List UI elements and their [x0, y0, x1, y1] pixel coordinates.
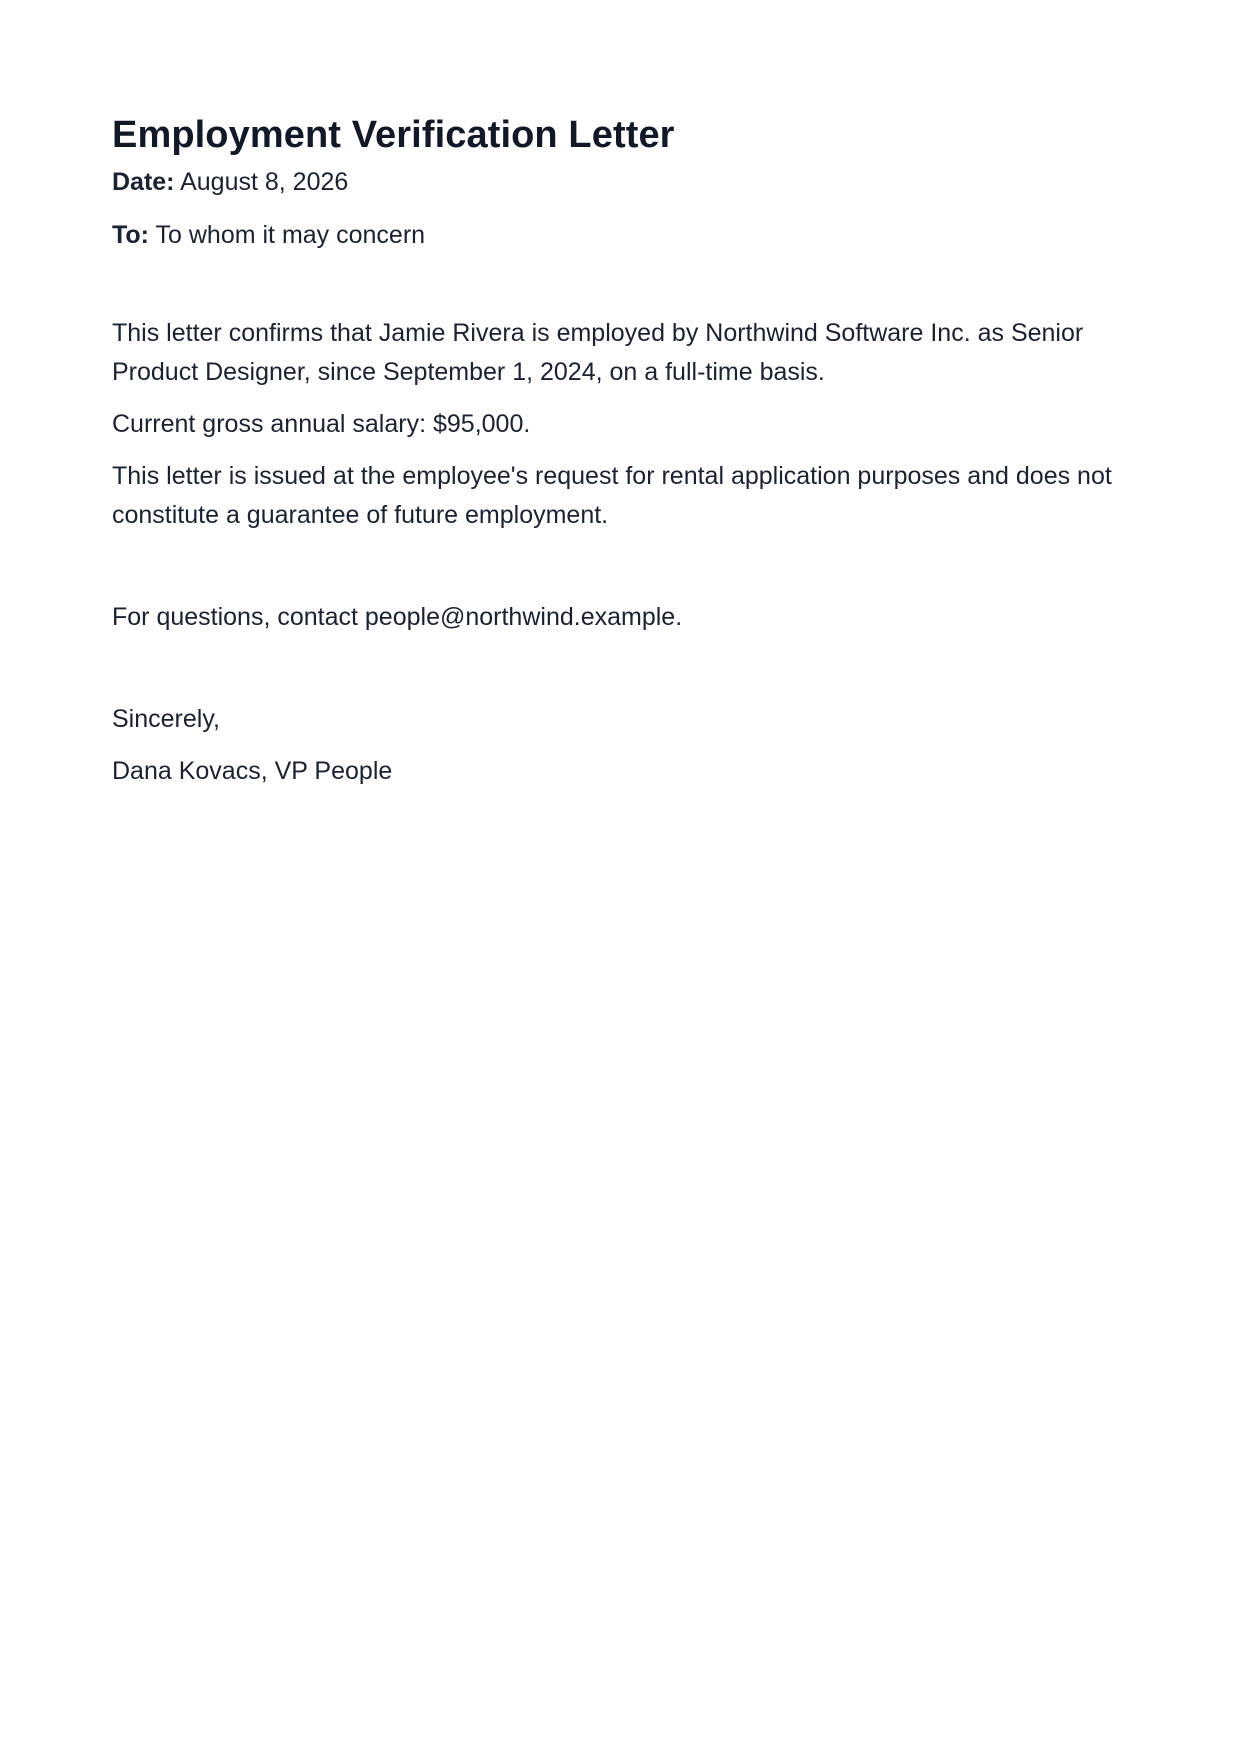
date-value: August 8, 2026: [180, 168, 349, 196]
salary-paragraph: Current gross annual salary: $95,000.: [112, 410, 531, 438]
purpose-disclaimer-paragraph: This letter is issued at the employee's request for rental application purposes and does not constitute a guarantee of future employment.: [112, 462, 1112, 529]
employment-confirmation-paragraph: This letter confirms that Jamie Rivera is employed by Northwind Software Inc. as Senior Product Designer, since September 1, 2024, on a full-time basis.: [112, 319, 1084, 386]
signature-name: Dana Kovacs, VP People: [112, 757, 393, 785]
recipient-label: To:: [112, 221, 150, 249]
closing-text: Sincerely,: [112, 705, 220, 733]
letter-recipient-line: [112, 217, 1122, 253]
recipient-value: To whom it may concern: [155, 221, 426, 249]
letter-page: [112, 108, 1122, 791]
letter-signoff: [112, 700, 1122, 791]
letter-date-line: [112, 164, 1122, 200]
letter-body: [112, 314, 1122, 535]
date-label: Date:: [112, 168, 175, 196]
letter-title: Employment Verification Letter: [112, 114, 675, 156]
contact-paragraph: For questions, contact people@northwind.example.: [112, 603, 683, 631]
